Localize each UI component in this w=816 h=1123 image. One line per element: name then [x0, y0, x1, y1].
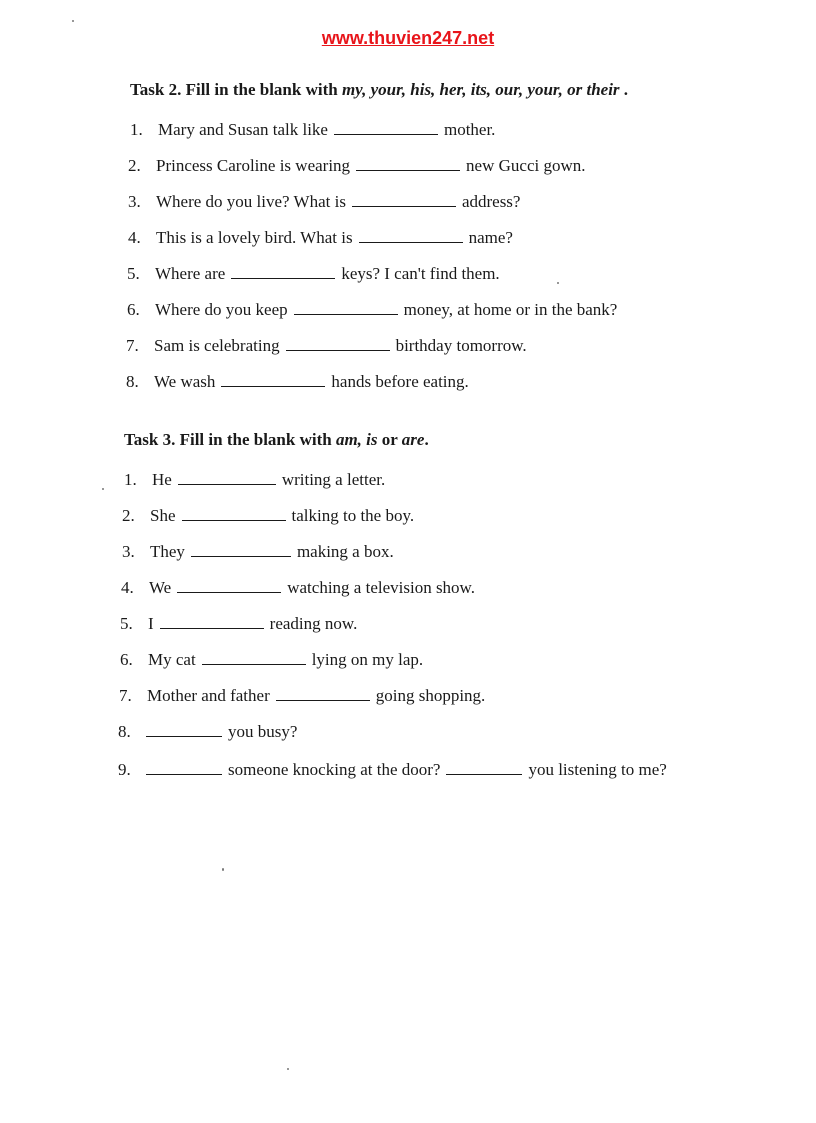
- item-text-before: I: [148, 614, 154, 633]
- item-number: 2.: [122, 506, 135, 525]
- task3-item-4: [121, 578, 475, 598]
- item-text-after: watching a television show.: [287, 578, 475, 597]
- task3-title-mid: or: [377, 430, 402, 449]
- item-text-before: Where do you live? What is: [156, 192, 346, 211]
- scan-speck: [222, 868, 224, 871]
- answer-blank[interactable]: [294, 313, 398, 315]
- item-number: 7.: [126, 336, 139, 355]
- answer-blank[interactable]: [182, 519, 286, 521]
- task2-item-7: [126, 336, 527, 356]
- scan-speck: [287, 1068, 289, 1070]
- task3-item-9: [118, 760, 667, 780]
- item-number: 6.: [120, 650, 133, 669]
- item-number: 1.: [130, 120, 143, 139]
- answer-blank[interactable]: [202, 663, 306, 665]
- task2-item-1: [130, 120, 495, 140]
- item-text-after: making a box.: [296, 542, 394, 561]
- task2-item-6: [127, 300, 617, 320]
- item-text-after: money, at home or in the bank?: [403, 300, 618, 319]
- item-text-after: reading now.: [269, 614, 358, 633]
- item-text-before: Where are: [155, 264, 226, 283]
- item-number: 9.: [118, 760, 131, 779]
- item-number: 8.: [126, 372, 139, 391]
- task2-item-4: [128, 228, 513, 248]
- scan-speck: [102, 488, 104, 490]
- answer-blank[interactable]: [334, 133, 438, 135]
- item-text-before: Mary and Susan talk like: [158, 120, 328, 139]
- item-text-after: hands before eating.: [331, 372, 469, 391]
- item-text-after: new Gucci gown.: [466, 156, 586, 175]
- item-text-before: He: [152, 470, 172, 489]
- item-number: 5.: [127, 264, 140, 283]
- item-text-before: Sam is celebrating: [154, 336, 280, 355]
- task3-title-suffix: .: [424, 430, 429, 449]
- scan-speck: [557, 282, 559, 284]
- answer-blank[interactable]: [191, 555, 291, 557]
- answer-blank[interactable]: [356, 169, 460, 171]
- task2-item-2: [128, 156, 586, 176]
- item-number: 4.: [121, 578, 134, 597]
- task3-item-6: [120, 650, 423, 670]
- item-number: 2.: [128, 156, 141, 175]
- item-number: 7.: [119, 686, 132, 705]
- answer-blank[interactable]: [177, 591, 281, 593]
- task3-item-5: [120, 614, 357, 634]
- answer-blank[interactable]: [146, 773, 222, 775]
- item-text-after: someone knocking at the door?: [228, 760, 441, 779]
- item-text-after: lying on my lap.: [311, 650, 424, 669]
- answer-blank[interactable]: [160, 627, 264, 629]
- task2-item-5: [127, 264, 500, 284]
- item-text-after: talking to the boy.: [291, 506, 415, 525]
- item-text-after: birthday tomorrow.: [395, 336, 527, 355]
- task3-title-prefix: Task 3. Fill in the blank with: [124, 430, 336, 449]
- task3-item-2: [122, 506, 414, 526]
- task3-item-8: [118, 722, 297, 742]
- task3-item-7: [119, 686, 485, 706]
- item-text-before: They: [150, 542, 185, 561]
- item-text-before: This is a lovely bird. What is: [156, 228, 353, 247]
- answer-blank[interactable]: [221, 385, 325, 387]
- scan-speck: [72, 20, 74, 22]
- task3-title-words: am, is: [335, 430, 378, 449]
- item-number: 3.: [122, 542, 135, 561]
- task3-title-last-word: are: [401, 430, 425, 449]
- item-text-after-second: you listening to me?: [528, 760, 667, 779]
- item-text-before: We wash: [154, 372, 216, 391]
- item-number: 3.: [128, 192, 141, 211]
- item-number: 1.: [124, 470, 137, 489]
- item-text-before: Where do you keep: [155, 300, 288, 319]
- task2-title-suffix: .: [619, 80, 629, 99]
- item-text-after: mother.: [443, 120, 496, 139]
- item-text-after: keys? I can't find them.: [341, 264, 500, 283]
- answer-blank[interactable]: [286, 349, 390, 351]
- item-text-before: She: [150, 506, 176, 525]
- answer-blank[interactable]: [352, 205, 456, 207]
- item-text-before: Princess Caroline is wearing: [156, 156, 351, 175]
- answer-blank[interactable]: [146, 735, 222, 737]
- task3-title: [124, 430, 429, 450]
- item-text-before: My cat: [148, 650, 196, 669]
- answer-blank-second[interactable]: [446, 773, 522, 775]
- item-number: 8.: [118, 722, 131, 741]
- task3-item-1: [124, 470, 385, 490]
- answer-blank[interactable]: [178, 483, 276, 485]
- answer-blank[interactable]: [359, 241, 463, 243]
- task2-item-8: [126, 372, 469, 392]
- item-text-after: writing a letter.: [281, 470, 386, 489]
- answer-blank[interactable]: [276, 699, 370, 701]
- item-text-before: Mother and father: [147, 686, 270, 705]
- item-text-after: you busy?: [228, 722, 298, 741]
- task3-item-3: [122, 542, 394, 562]
- item-number: 4.: [128, 228, 141, 247]
- item-number: 6.: [127, 300, 140, 319]
- item-text-before: We: [149, 578, 172, 597]
- item-text-after: name?: [468, 228, 513, 247]
- task2-title-prefix: Task 2. Fill in the blank with: [130, 80, 342, 99]
- site-url-link[interactable]: www.thuvien247.net: [321, 28, 495, 48]
- task2-item-3: [128, 192, 520, 212]
- task2-title: [130, 80, 628, 100]
- answer-blank[interactable]: [231, 277, 335, 279]
- item-text-after: address?: [461, 192, 521, 211]
- item-number: 5.: [120, 614, 133, 633]
- item-text-after: going shopping.: [375, 686, 486, 705]
- task2-title-words: my, your, his, her, its, our, your, or their: [341, 80, 620, 99]
